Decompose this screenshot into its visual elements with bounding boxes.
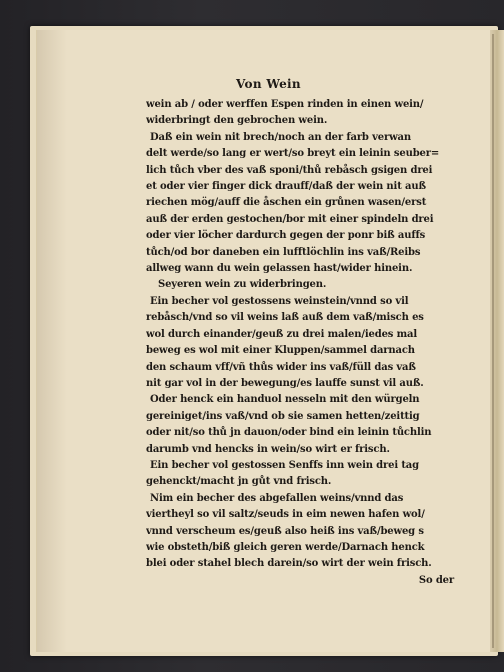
text-line: delt werde/so lang er wert/so breyt ein leinin seuber= <box>146 148 440 160</box>
text-line: gereiniget/ins vaß/vnd ob sie samen hetten/zeittig <box>146 410 420 422</box>
text-line: beweg es wol mit einer Kluppen/sammel darnach <box>146 345 415 357</box>
text-line: Daß ein wein nit brech/noch an der farb verwan <box>150 131 412 143</box>
text-line: viertheyl so vil saltz/seuds in eim newen hafen wol/ <box>146 509 425 521</box>
body-text <box>146 97 462 589</box>
text-line: darumb vnd hencks in wein/so wirt er frisch. <box>146 443 390 455</box>
text-line: den schaum vff/vñ thůs wider ins vaß/füll das vaß <box>146 361 416 373</box>
text-line: Ein becher vol gestossen Senffs inn wein drei tag <box>150 459 419 471</box>
text-line: widerbringt den gebrochen wein. <box>146 115 328 127</box>
text-line: lich tůch vber des vaß sponi/thů rebåsch gsigen drei <box>146 164 433 176</box>
text-line: Oder henck ein handuol nesseln mit den würgeln <box>150 394 420 406</box>
catchword: So der <box>418 574 454 586</box>
text-line: vnnd verscheum es/geuß also heiß ins vaß/beweg s <box>146 525 424 537</box>
spine-edge <box>492 34 494 648</box>
text-line: wein ab / oder werffen Espen rinden in einen wein/ <box>146 99 424 110</box>
text-line: wol durch einander/geuß zu drei malen/iedes mal <box>146 328 418 340</box>
text-line: et oder vier finger dick drauff/daß der wein nit auß <box>146 181 426 193</box>
running-head: Von Wein <box>236 77 301 91</box>
text-line: auß der erden gestochen/bor mit einer spindeln drei <box>146 213 434 225</box>
text-line: blei oder stahel blech darein/so wirt der wein frisch. <box>146 558 432 570</box>
text-line: nit gar vol in der bewegung/es lauffe sunst vil auß. <box>146 377 424 389</box>
text-line: riechen mög/auff die åschen ein grůnen wasen/erst <box>146 197 427 209</box>
text-line: allweg wann du wein gelassen hast/wider hinein. <box>146 263 413 275</box>
text-line: oder nit/so thů jn dauon/oder bind ein leinin tůchlin <box>146 427 432 439</box>
text-line: tůch/od bor daneben ein lufftlöchlin ins vaß/Reibs <box>146 246 421 258</box>
section-heading: Seyeren wein zu widerbringen. <box>158 279 327 291</box>
text-line: Nim ein becher des abgefallen weins/vnnd das <box>150 492 404 504</box>
text-line: Ein becher vol gestossens weinstein/vnnd so vil <box>150 295 409 307</box>
text-line: oder vier löcher dardurch gegen der ponr biß auffs <box>146 230 426 242</box>
text-line: gehenckt/macht jn gůt vnd frisch. <box>146 476 332 488</box>
text-line: rebåsch/vnd so vil weins laß auß dem vaß/misch es <box>146 312 424 324</box>
text-line: wie obsteth/biß gleich geren werde/Darnach henck <box>146 541 425 553</box>
